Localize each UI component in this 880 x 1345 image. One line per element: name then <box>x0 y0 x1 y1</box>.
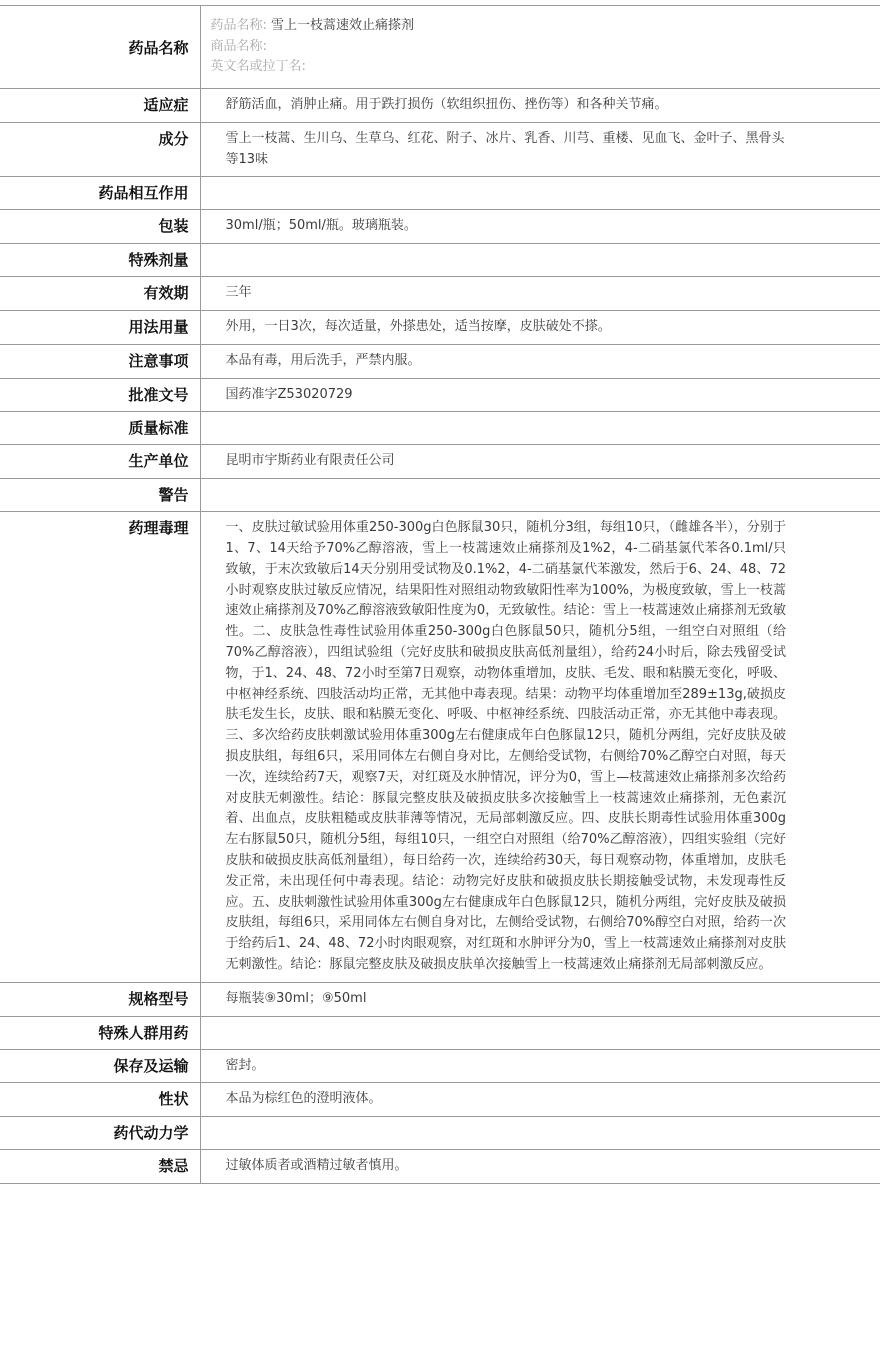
appearance-value: 本品为棕红色的澄明液体。 <box>200 1083 880 1117</box>
ingredients-value: 雪上一枝蒿、生川乌、生草乌、红花、附子、冰片、乳香、川芎、重楼、见血飞、金叶子、黑骨头等13味 <box>200 122 880 177</box>
packaging-value: 30ml/瓶；50ml/瓶。玻璃瓶装。 <box>200 210 880 244</box>
row-indications <box>0 89 880 123</box>
row-approval-number <box>0 378 880 412</box>
approval-number-value: 国药准字Z53020729 <box>200 378 880 412</box>
row-dosage-usage <box>0 310 880 344</box>
packaging-label: 包装 <box>0 210 200 244</box>
drug-interactions-label: 药品相互作用 <box>0 177 200 210</box>
row-packaging <box>0 210 880 244</box>
row-drug-interactions <box>0 177 880 210</box>
english-name-line <box>211 57 871 78</box>
pharmacology-toxicology-label: 药理毒理 <box>0 512 200 983</box>
storage-transport-label: 保存及运输 <box>0 1049 200 1083</box>
row-drug-names <box>0 6 880 89</box>
row-specification <box>0 982 880 1016</box>
row-warning <box>0 479 880 512</box>
appearance-label: 性状 <box>0 1083 200 1117</box>
row-ingredients <box>0 122 880 177</box>
drug-info-table <box>0 5 880 1184</box>
ingredients-label: 成分 <box>0 122 200 177</box>
special-populations-value <box>200 1016 880 1049</box>
shelf-life-label: 有效期 <box>0 277 200 311</box>
quality-standard-label: 质量标准 <box>0 412 200 445</box>
drug-name-label: 药品名称 <box>0 6 200 89</box>
row-pharmacology-toxicology <box>0 512 880 983</box>
generic-name-value: 雪上一枝蒿速效止痛搽剂 <box>271 18 415 33</box>
dosage-usage-value: 外用，一日3次，每次适量，外搽患处，适当按摩，皮肤破处不搽。 <box>200 310 880 344</box>
drug-interactions-value <box>200 177 880 210</box>
special-dosage-label: 特殊剂量 <box>0 244 200 277</box>
row-quality-standard <box>0 412 880 445</box>
trade-name-line <box>211 37 871 58</box>
indications-label: 适应症 <box>0 89 200 123</box>
trade-name-key: 商品名称: <box>210 38 267 54</box>
pharmacokinetics-value <box>200 1117 880 1150</box>
dosage-usage-label: 用法用量 <box>0 310 200 344</box>
manufacturer-label: 生产单位 <box>0 445 200 479</box>
generic-name-key: 药品名称: <box>210 18 267 33</box>
pharmacokinetics-label: 药代动力学 <box>0 1117 200 1150</box>
row-contraindications <box>0 1150 880 1184</box>
drug-name-values <box>200 6 880 89</box>
approval-number-label: 批准文号 <box>0 378 200 412</box>
english-name-key: 英文名或拉丁名: <box>210 59 306 74</box>
precautions-label: 注意事项 <box>0 344 200 378</box>
manufacturer-value: 昆明市宇斯药业有限责任公司 <box>200 445 880 479</box>
shelf-life-value: 三年 <box>200 277 880 311</box>
row-precautions <box>0 344 880 378</box>
row-pharmacokinetics <box>0 1117 880 1150</box>
storage-transport-value: 密封。 <box>200 1049 880 1083</box>
row-shelf-life <box>0 277 880 311</box>
row-appearance <box>0 1083 880 1117</box>
pharmacology-toxicology-value: 一、皮肤过敏试验用体重250-300g白色豚鼠30只，随机分3组，每组10只，（雌雄各半），分别于1、7、14天给予70%乙醇溶液，雪上一枝蒿速效止痛搽剂及1%2，4-二硝基氯代苯各0.1ml/只致敏，于末次致敏后14天分别用受试物及0.1%2，4-二硝基氯代苯激发，然后于6、24、48、72小时观察皮肤过敏反应情况，结果阳性对照组动物致敏阳性率为100%，为极度致敏，雪上一枝蒿速效止痛搽剂及70%乙醇溶液致敏阳性度为0，无致敏性。结论：雪上一枝蒿速效止痛搽剂无致敏性。二、皮肤急性毒性试验用体重250-300g白色豚鼠50只，随机分5组，一组空白对照组（给70%乙醇溶液），四组试验组（完好皮肤和破损皮肤高低剂量组），给药24小时后，除去残留受试物，于1、24、48、72小时至第7日观察，动物体重增加，皮肤、毛发、眼和粘膜无变化，呼吸、中枢神经系统、四肢活动均正常，无其他中毒表现。结果：动物平均体重增加至289±13g,破损皮肤毛发生长，皮肤、眼和粘膜无变化、呼吸、中枢神经系统、四肢活动正常，亦无其他中毒表现。三、多次给药皮肤刺激试验用体重300g左右健康成年白色豚鼠12只，随机分两组，完好皮肤及破损皮肤组，每组6只，采用同体左右侧自身对比，左侧给受试物，右侧给70%乙醇空白对照，每天一次，连续给药7天，观察7天，对红斑及水肿情况，评分为0，雪上—枝蒿速效止痛搽剂多次给药对皮肤无刺激性。结论：豚鼠完整皮肤及破损皮肤多次接触雪上一枝蒿速效止痛搽剂，无色素沉着、出血点，皮肤粗糙或皮肤菲薄等情况，无局部刺激反应。四、皮肤长期毒性试验用体重300g左右豚鼠50只，随机分5组，每组10只，一组空白对照组（给70%乙醇溶液），四组实验组（完好皮肤和破损皮肤高低剂量组），每日给药一次，连续给药30天，每日观察动物，体重增加，皮肤毛发正常，未出现任何中毒表现。结论：动物完好皮肤和破损皮肤长期接触受试物，未发现毒性反应。五、皮肤刺激性试验用体重300g左右健康成年白色豚鼠12只，随机分两组，完好皮肤及破损皮肤组，每组6只，采用同体左右侧自身对比，左侧给受试物，右侧给70%醇空白对照，给药一次于给药后1、24、48、72小时肉眼观察，对红斑和水肿评分为0，雪上一枝蒿速效止痛搽剂对皮肤无刺激性。结论：豚鼠完整皮肤及破损皮肤单次接触雪上一枝蒿速效止痛搽剂无局部刺激反应。 <box>200 512 880 983</box>
specification-value: 每瓶装⑨30ml；⑨50ml <box>200 982 880 1016</box>
precautions-value: 本品有毒，用后洗手，严禁内服。 <box>200 344 880 378</box>
row-manufacturer <box>0 445 880 479</box>
contraindications-label: 禁忌 <box>0 1150 200 1184</box>
special-dosage-value <box>200 244 880 277</box>
warning-value <box>200 479 880 512</box>
generic-name-line <box>211 16 871 37</box>
row-storage-transport <box>0 1049 880 1083</box>
warning-label: 警告 <box>0 479 200 512</box>
quality-standard-value <box>200 412 880 445</box>
specification-label: 规格型号 <box>0 982 200 1016</box>
row-special-populations <box>0 1016 880 1049</box>
special-populations-label: 特殊人群用药 <box>0 1016 200 1049</box>
indications-value: 舒筋活血，消肿止痛。用于跌打损伤（软组织扭伤、挫伤等）和各种关节痛。 <box>200 89 880 123</box>
row-special-dosage <box>0 244 880 277</box>
contraindications-value: 过敏体质者或酒精过敏者慎用。 <box>200 1150 880 1184</box>
